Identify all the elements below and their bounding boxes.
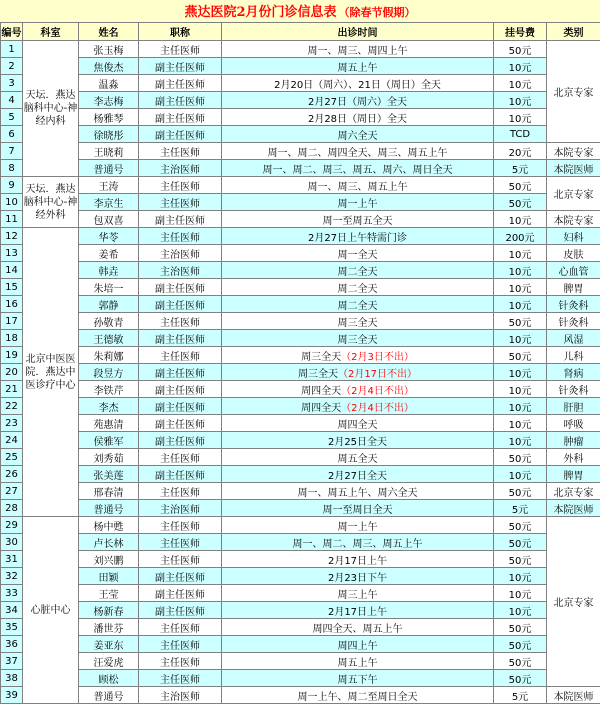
clinic-time: 周五上午 [222, 58, 494, 75]
doctor-title: 副主任医师 [139, 585, 222, 602]
doctor-name: 朱培一 [79, 279, 139, 296]
category-cell: 风湿 [547, 330, 600, 347]
clinic-time: 周一上午、周二至周日全天 [222, 687, 494, 704]
clinic-time-text: 周四全天 [301, 385, 342, 397]
registration-fee: 10元 [494, 211, 547, 228]
clinic-time: 周一、周二、周三、周五、周六、周日全天 [222, 160, 494, 177]
row-number: 15 [1, 279, 23, 296]
table-row [1, 551, 600, 568]
row-number: 7 [1, 143, 23, 160]
row-number: 38 [1, 670, 23, 687]
doctor-title: 副主任医师 [139, 58, 222, 75]
row-number: 36 [1, 636, 23, 653]
table-row [1, 347, 600, 364]
table-row [1, 568, 600, 585]
table-row [1, 279, 600, 296]
registration-fee: 50元 [494, 619, 547, 636]
category-cell: 本院专家 [547, 143, 600, 160]
doctor-name: 姜希 [79, 245, 139, 262]
clinic-time-exception: （2月17日不出） [337, 368, 418, 380]
clinic-time: 周一、周三、周四上午 [222, 41, 494, 58]
table-row [1, 228, 600, 245]
doctor-title: 副主任医师 [139, 211, 222, 228]
row-number: 24 [1, 432, 23, 449]
schedule-body [1, 41, 600, 704]
table-row [1, 313, 600, 330]
registration-fee: 10元 [494, 466, 547, 483]
clinic-time: 周四全天、周五上午 [222, 619, 494, 636]
registration-fee: 10元 [494, 585, 547, 602]
registration-fee: 50元 [494, 483, 547, 500]
doctor-name: 李杰 [79, 398, 139, 415]
clinic-time [222, 398, 494, 415]
doctor-name: 李志梅 [79, 92, 139, 109]
row-number: 27 [1, 483, 23, 500]
department-cell: 心脏中心 [23, 517, 79, 704]
doctor-title: 主任医师 [139, 619, 222, 636]
table-row [1, 602, 600, 619]
clinic-time: 周三上午 [222, 585, 494, 602]
table-row [1, 653, 600, 670]
registration-fee: 50元 [494, 636, 547, 653]
registration-fee: 50元 [494, 670, 547, 687]
table-row [1, 58, 600, 75]
registration-fee: TCD [494, 126, 547, 143]
registration-fee: 50元 [494, 517, 547, 534]
clinic-time: 周三全天 [222, 330, 494, 347]
clinic-time: 周二全天 [222, 262, 494, 279]
clinic-time: 2月17日上午 [222, 551, 494, 568]
row-number: 8 [1, 160, 23, 177]
doctor-title: 副主任医师 [139, 466, 222, 483]
clinic-time: 2月23日下午 [222, 568, 494, 585]
doctor-name: 顾松 [79, 670, 139, 687]
doctor-name: 潘世芬 [79, 619, 139, 636]
registration-fee: 10元 [494, 432, 547, 449]
doctor-name: 韩垚 [79, 262, 139, 279]
doctor-title: 副主任医师 [139, 92, 222, 109]
department-cell: 天坛．燕达脑科中心-神经外科 [23, 177, 79, 228]
doctor-title: 副主任医师 [139, 602, 222, 619]
table-row [1, 636, 600, 653]
doctor-title: 主治医师 [139, 245, 222, 262]
table-row [1, 466, 600, 483]
registration-fee: 10元 [494, 262, 547, 279]
doctor-title: 主任医师 [139, 517, 222, 534]
row-number: 14 [1, 262, 23, 279]
doctor-title: 副主任医师 [139, 109, 222, 126]
row-number: 4 [1, 92, 23, 109]
registration-fee: 50元 [494, 534, 547, 551]
table-row [1, 330, 600, 347]
row-number: 32 [1, 568, 23, 585]
doctor-name: 朱莉娜 [79, 347, 139, 364]
clinic-time-exception: （2月4日不出） [341, 385, 414, 397]
doctor-name: 张美莲 [79, 466, 139, 483]
category-cell: 本院医师 [547, 687, 600, 704]
row-number: 26 [1, 466, 23, 483]
header-dept: 科室 [23, 23, 79, 41]
doctor-name: 姜亚东 [79, 636, 139, 653]
registration-fee: 10元 [494, 279, 547, 296]
clinic-time: 周五下午 [222, 670, 494, 687]
table-row [1, 381, 600, 398]
doctor-title: 副主任医师 [139, 432, 222, 449]
header-category: 类别 [547, 23, 600, 41]
doctor-name: 郭静 [79, 296, 139, 313]
doctor-title: 副主任医师 [139, 381, 222, 398]
clinic-time: 周一、周二、周三、周五上午 [222, 534, 494, 551]
registration-fee: 10元 [494, 330, 547, 347]
table-row [1, 126, 600, 143]
clinic-time: 周二全天 [222, 296, 494, 313]
category-cell: 针灸科 [547, 296, 600, 313]
category-cell: 北京专家 [547, 177, 600, 211]
doctor-name: 普通号 [79, 500, 139, 517]
table-row [1, 415, 600, 432]
registration-fee: 50元 [494, 449, 547, 466]
clinic-time: 周一上午 [222, 517, 494, 534]
doctor-title: 主任医师 [139, 347, 222, 364]
doctor-title: 主治医师 [139, 500, 222, 517]
category-cell: 北京专家 [547, 41, 600, 143]
row-number: 29 [1, 517, 23, 534]
clinic-time: 周三全天 [222, 313, 494, 330]
category-cell: 北京专家 [547, 483, 600, 500]
doctor-name: 王莹 [79, 585, 139, 602]
doctor-title: 副主任医师 [139, 330, 222, 347]
doctor-name: 杨新春 [79, 602, 139, 619]
doctor-name: 苑惠清 [79, 415, 139, 432]
clinic-time: 2月27日全天 [222, 466, 494, 483]
table-row [1, 109, 600, 126]
registration-fee: 5元 [494, 160, 547, 177]
category-cell: 皮肤 [547, 245, 600, 262]
row-number: 22 [1, 398, 23, 415]
clinic-time: 周四全天 [222, 415, 494, 432]
table-row [1, 500, 600, 517]
category-cell: 针灸科 [547, 381, 600, 398]
header-title: 职称 [139, 23, 222, 41]
row-number: 1 [1, 41, 23, 58]
doctor-name: 普通号 [79, 687, 139, 704]
doctor-name: 刘秀茹 [79, 449, 139, 466]
doctor-title: 副主任医师 [139, 364, 222, 381]
table-row [1, 483, 600, 500]
row-number: 9 [1, 177, 23, 194]
doctor-title: 主任医师 [139, 653, 222, 670]
clinic-time [222, 347, 494, 364]
registration-fee: 50元 [494, 653, 547, 670]
clinic-time-text: 周三全天 [297, 368, 338, 380]
doctor-title: 副主任医师 [139, 279, 222, 296]
table-row [1, 143, 600, 160]
clinic-time: 2月27日上午特需门诊 [222, 228, 494, 245]
doctor-name: 刘兴鹏 [79, 551, 139, 568]
schedule-table [0, 22, 600, 704]
row-number: 6 [1, 126, 23, 143]
header-fee: 挂号费 [494, 23, 547, 41]
row-number: 18 [1, 330, 23, 347]
table-row [1, 398, 600, 415]
category-cell: 呼吸 [547, 415, 600, 432]
row-number: 28 [1, 500, 23, 517]
doctor-title: 主任医师 [139, 194, 222, 211]
registration-fee: 10元 [494, 381, 547, 398]
clinic-time [222, 364, 494, 381]
clinic-time: 周一、周三、周五上午 [222, 177, 494, 194]
table-row [1, 245, 600, 262]
registration-fee: 50元 [494, 551, 547, 568]
table-row [1, 92, 600, 109]
registration-fee: 50元 [494, 194, 547, 211]
table-row [1, 160, 600, 177]
clinic-time: 2月17日上午 [222, 602, 494, 619]
doctor-name: 汪爱虎 [79, 653, 139, 670]
table-row [1, 262, 600, 279]
row-number: 23 [1, 415, 23, 432]
doctor-title: 主任医师 [139, 41, 222, 58]
category-cell: 针灸科 [547, 313, 600, 330]
registration-fee: 20元 [494, 143, 547, 160]
header-row [1, 23, 600, 41]
doctor-title: 主任医师 [139, 636, 222, 653]
row-number: 35 [1, 619, 23, 636]
clinic-time: 周一全天 [222, 245, 494, 262]
category-cell: 本院专家 [547, 211, 600, 228]
clinic-time-exception: （2月4日不出） [341, 402, 414, 414]
registration-fee: 50元 [494, 41, 547, 58]
doctor-name: 焦俊杰 [79, 58, 139, 75]
doctor-title: 主任医师 [139, 143, 222, 160]
department-cell: 天坛．燕达脑科中心-神经内科 [23, 41, 79, 177]
row-number: 25 [1, 449, 23, 466]
category-cell: 儿科 [547, 347, 600, 364]
registration-fee: 50元 [494, 347, 547, 364]
row-number: 31 [1, 551, 23, 568]
registration-fee: 10元 [494, 568, 547, 585]
doctor-title: 主治医师 [139, 687, 222, 704]
department-cell: 北京中医医院．燕达中医诊疗中心 [23, 228, 79, 517]
category-cell: 脾胃 [547, 466, 600, 483]
row-number: 3 [1, 75, 23, 92]
doctor-title: 主任医师 [139, 534, 222, 551]
table-row [1, 670, 600, 687]
registration-fee: 50元 [494, 177, 547, 194]
registration-fee: 10元 [494, 245, 547, 262]
doctor-name: 温淼 [79, 75, 139, 92]
category-cell: 肾病 [547, 364, 600, 381]
registration-fee: 10元 [494, 602, 547, 619]
row-number: 19 [1, 347, 23, 364]
table-row [1, 296, 600, 313]
doctor-name: 徐晓彤 [79, 126, 139, 143]
table-row [1, 449, 600, 466]
clinic-time: 周二全天 [222, 279, 494, 296]
doctor-name: 杨雅琴 [79, 109, 139, 126]
clinic-time: 周五全天 [222, 449, 494, 466]
row-number: 30 [1, 534, 23, 551]
doctor-name: 王涛 [79, 177, 139, 194]
category-cell: 北京专家 [547, 517, 600, 687]
table-row [1, 517, 600, 534]
row-number: 17 [1, 313, 23, 330]
category-cell: 本院医师 [547, 500, 600, 517]
doctor-name: 田颖 [79, 568, 139, 585]
clinic-time: 周一至周五全天 [222, 211, 494, 228]
registration-fee: 10元 [494, 415, 547, 432]
doctor-title: 副主任医师 [139, 398, 222, 415]
doctor-name: 段昱方 [79, 364, 139, 381]
doctor-name: 卢长林 [79, 534, 139, 551]
clinic-time: 周六全天 [222, 126, 494, 143]
table-row [1, 432, 600, 449]
registration-fee: 5元 [494, 687, 547, 704]
clinic-time: 2月20日（周六）、21日（周日）全天 [222, 75, 494, 92]
row-number: 34 [1, 602, 23, 619]
registration-fee: 5元 [494, 500, 547, 517]
clinic-time: 周四上午 [222, 636, 494, 653]
row-number: 20 [1, 364, 23, 381]
doctor-title: 副主任医师 [139, 568, 222, 585]
doctor-name: 杨中甦 [79, 517, 139, 534]
clinic-time: 2月25日全天 [222, 432, 494, 449]
registration-fee: 200元 [494, 228, 547, 245]
clinic-time-text: 周三全天 [301, 351, 342, 363]
registration-fee: 10元 [494, 58, 547, 75]
title-bar [0, 0, 600, 23]
clinic-time: 周一上午 [222, 194, 494, 211]
doctor-title: 主任医师 [139, 228, 222, 245]
table-row [1, 687, 600, 704]
row-number: 39 [1, 687, 23, 704]
doctor-name: 张玉梅 [79, 41, 139, 58]
doctor-title: 副主任医师 [139, 296, 222, 313]
table-row [1, 619, 600, 636]
category-cell: 心血管 [547, 262, 600, 279]
table-row [1, 534, 600, 551]
table-row [1, 177, 600, 194]
doctor-name: 王德敏 [79, 330, 139, 347]
header-time: 出诊时间 [222, 23, 494, 41]
clinic-time-exception: （2月3日不出） [341, 351, 414, 363]
clinic-time: 2月27日（周六）全天 [222, 92, 494, 109]
doctor-title: 主治医师 [139, 160, 222, 177]
doctor-name: 李铁芹 [79, 381, 139, 398]
doctor-name: 孙敬青 [79, 313, 139, 330]
row-number: 10 [1, 194, 23, 211]
row-number: 33 [1, 585, 23, 602]
row-number: 21 [1, 381, 23, 398]
clinic-time-text: 周四全天 [301, 402, 342, 414]
clinic-time: 周一、周二、周四全天、周三、周五上午 [222, 143, 494, 160]
registration-fee: 10元 [494, 398, 547, 415]
doctor-name: 邢春清 [79, 483, 139, 500]
clinic-time: 周五上午 [222, 653, 494, 670]
doctor-name: 王晓莉 [79, 143, 139, 160]
doctor-title: 主任医师 [139, 449, 222, 466]
clinic-time: 周一至周日全天 [222, 500, 494, 517]
registration-fee: 50元 [494, 313, 547, 330]
doctor-name: 侯雅军 [79, 432, 139, 449]
registration-fee: 10元 [494, 75, 547, 92]
registration-fee: 10元 [494, 364, 547, 381]
doctor-title: 副主任医师 [139, 415, 222, 432]
table-row [1, 585, 600, 602]
doctor-title: 主任医师 [139, 670, 222, 687]
clinic-time: 周一、周五上午、周六全天 [222, 483, 494, 500]
doctor-title: 主任医师 [139, 483, 222, 500]
category-cell: 脾胃 [547, 279, 600, 296]
page-title: 燕达医院2月份门诊信息表 [184, 5, 337, 20]
doctor-name: 普通号 [79, 160, 139, 177]
category-cell: 肿瘤 [547, 432, 600, 449]
header-no: 编号 [1, 23, 23, 41]
doctor-name: 包双喜 [79, 211, 139, 228]
clinic-time: 2月28日（周日）全天 [222, 109, 494, 126]
category-cell: 肝胆 [547, 398, 600, 415]
doctor-title: 主任医师 [139, 551, 222, 568]
clinic-time [222, 381, 494, 398]
doctor-title: 副主任医师 [139, 126, 222, 143]
table-row [1, 364, 600, 381]
table-row [1, 75, 600, 92]
doctor-title: 主治医师 [139, 262, 222, 279]
table-row [1, 41, 600, 58]
category-cell: 妇科 [547, 228, 600, 245]
title-note: （除春节假期） [338, 6, 416, 19]
doctor-title: 主任医师 [139, 177, 222, 194]
table-row [1, 194, 600, 211]
table-row [1, 211, 600, 228]
category-cell: 外科 [547, 449, 600, 466]
registration-fee: 10元 [494, 92, 547, 109]
row-number: 2 [1, 58, 23, 75]
row-number: 16 [1, 296, 23, 313]
row-number: 37 [1, 653, 23, 670]
row-number: 13 [1, 245, 23, 262]
row-number: 12 [1, 228, 23, 245]
row-number: 5 [1, 109, 23, 126]
doctor-name: 华苓 [79, 228, 139, 245]
doctor-title: 副主任医师 [139, 75, 222, 92]
header-name: 姓名 [79, 23, 139, 41]
doctor-name: 李京生 [79, 194, 139, 211]
doctor-title: 主任医师 [139, 313, 222, 330]
registration-fee: 10元 [494, 109, 547, 126]
registration-fee: 10元 [494, 296, 547, 313]
row-number: 11 [1, 211, 23, 228]
category-cell: 本院医师 [547, 160, 600, 177]
